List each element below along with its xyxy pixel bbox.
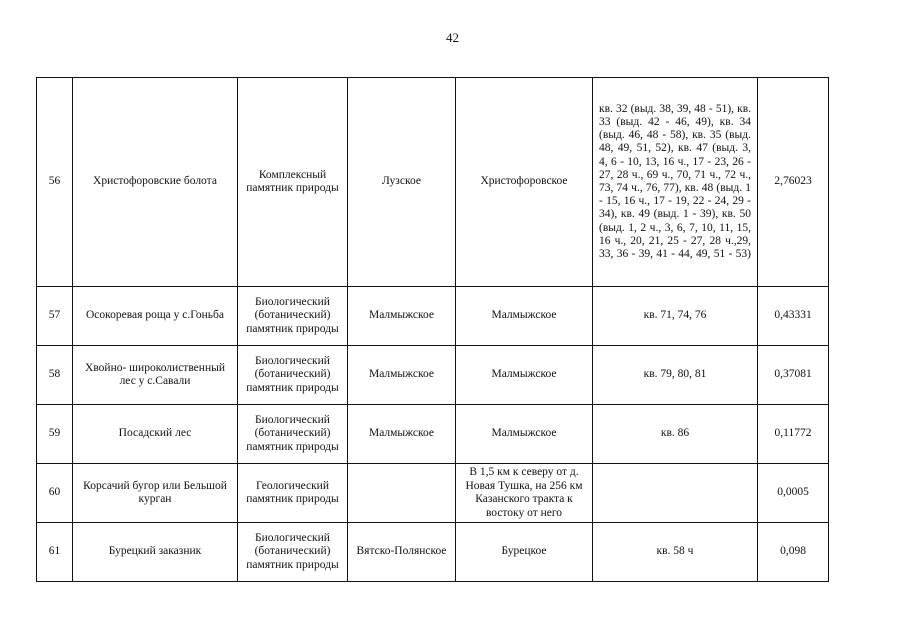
monument-type: Биологический (ботанический) памятник природы: [238, 287, 348, 346]
quarters: кв. 71, 74, 76: [593, 287, 758, 346]
district: Малмыжское: [348, 346, 456, 405]
monument-type: Биологический (ботанический) памятник природы: [238, 523, 348, 582]
table-row: [37, 346, 829, 405]
monument-name: Христофоровские болота: [73, 78, 238, 287]
monument-name: Осокоревая роща у с.Гоньба: [73, 287, 238, 346]
row-number: 60: [37, 464, 73, 523]
quarters: кв. 58 ч: [593, 523, 758, 582]
area: 0,37081: [758, 346, 829, 405]
area: 2,76023: [758, 78, 829, 287]
forestry: Христофоровское: [456, 78, 593, 287]
table-row: [37, 523, 829, 582]
quarters: кв. 86: [593, 405, 758, 464]
forestry: В 1,5 км к северу от д. Новая Тушка, на 256 км Казанского тракта к востоку от него: [456, 464, 593, 523]
district: Малмыжское: [348, 287, 456, 346]
monument-type: Биологический (ботанический) памятник природы: [238, 346, 348, 405]
row-number: 56: [37, 78, 73, 287]
district: [348, 464, 456, 523]
monument-name: Посадский лес: [73, 405, 238, 464]
district: Вятско-Полянское: [348, 523, 456, 582]
table-row: [37, 287, 829, 346]
district: Лузское: [348, 78, 456, 287]
forestry: Бурецкое: [456, 523, 593, 582]
page-number: 42: [446, 30, 459, 45]
row-number: 61: [37, 523, 73, 582]
area: 0,11772: [758, 405, 829, 464]
monument-type: Комплексный памятник природы: [238, 78, 348, 287]
nature-monuments-table: [36, 77, 829, 582]
quarters: кв. 32 (выд. 38, 39, 48 - 51), кв. 33 (выд. 42 - 46, 49), кв. 34 (выд. 46, 48 - 58), кв. 35 (выд. 48, 49, 51, 52), кв. 47 (выд. 3, 4, 6 - 10, 13, 16 ч., 17 - 23, 26 - 27, 28 ч., 69 ч., 70, 71 ч., 72 ч., 73, 74 ч., 76, 77), кв. 48 (выд. 1 - 15, 16 ч., 17 - 19, 22 - 24, 29 - 34), кв. 49 (выд. 1 - 39), кв. 50 (выд. 1, 2 ч., 3, 6, 7, 10, 11, 15, 16 ч., 20, 21, 25 - 27, 28 ч.,29, 33, 36 - 39, 41 - 44, 49, 51 - 53): [593, 78, 758, 287]
table-row: [37, 464, 829, 523]
area: 0,098: [758, 523, 829, 582]
forestry: Малмыжское: [456, 346, 593, 405]
monument-name: Хвойно- широколиственный лес у с.Савали: [73, 346, 238, 405]
row-number: 57: [37, 287, 73, 346]
table-row: [37, 78, 829, 287]
quarters: кв. 79, 80, 81: [593, 346, 758, 405]
row-number: 59: [37, 405, 73, 464]
monument-type: Биологический (ботанический) памятник природы: [238, 405, 348, 464]
quarters: [593, 464, 758, 523]
forestry: Малмыжское: [456, 405, 593, 464]
monument-type: Геологический памятник природы: [238, 464, 348, 523]
area: 0,43331: [758, 287, 829, 346]
area: 0,0005: [758, 464, 829, 523]
monument-name: Корсачий бугор или Бельшой курган: [73, 464, 238, 523]
row-number: 58: [37, 346, 73, 405]
district: Малмыжское: [348, 405, 456, 464]
forestry: Малмыжское: [456, 287, 593, 346]
table-row: [37, 405, 829, 464]
monument-name: Бурецкий заказник: [73, 523, 238, 582]
